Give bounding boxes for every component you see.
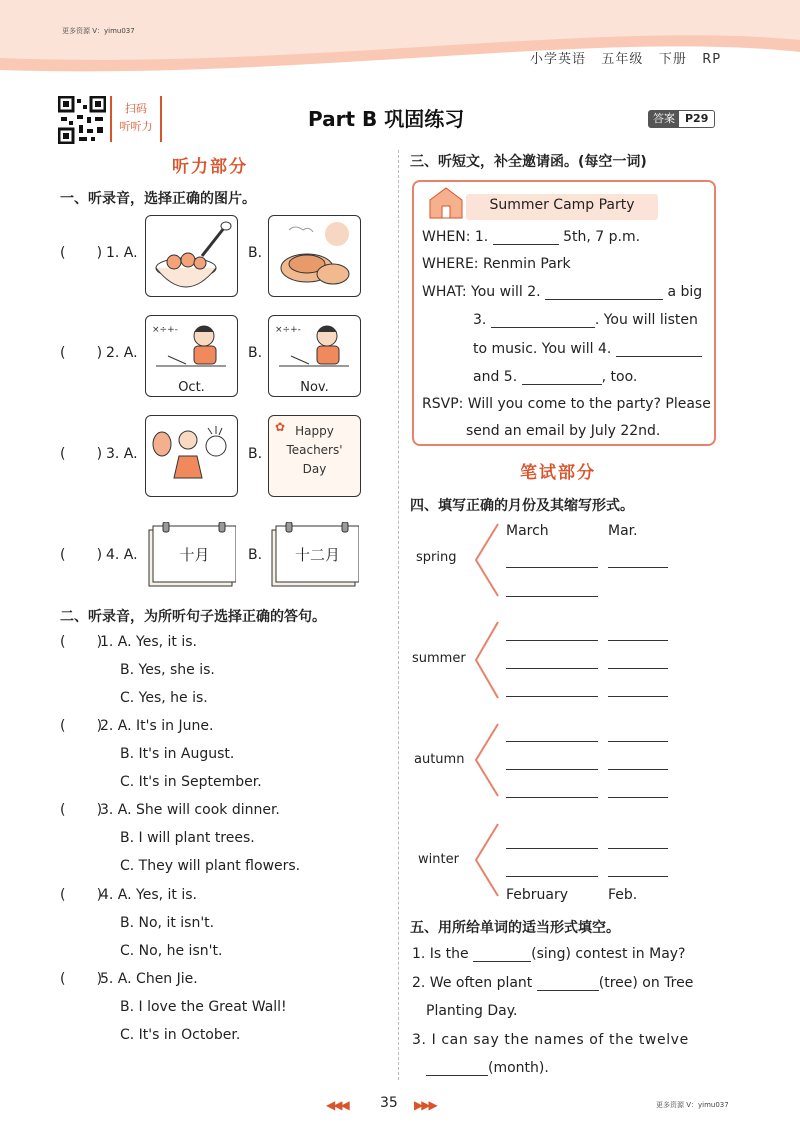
q1-title: 一、听录音，选择正确的图片。 <box>60 191 256 207</box>
q5-line3-cont <box>426 1060 549 1076</box>
card-line5-label: and 5. <box>473 369 518 385</box>
q2-answer-paren-5[interactable]: ( ) <box>60 971 103 987</box>
header-subject <box>530 48 721 67</box>
month-blank[interactable] <box>506 741 598 742</box>
q5-title: 五、用所给单词的适当形式填空。 <box>410 920 620 936</box>
calendar-oct-label: 十月 <box>179 546 210 564</box>
header-subject-text: 小学英语 <box>530 52 587 67</box>
q5-blank-2[interactable] <box>537 976 599 991</box>
column-divider <box>398 150 399 1080</box>
answer-badge-label: 答案 <box>649 111 679 127</box>
month-blank[interactable] <box>506 596 598 597</box>
leaf-icon: ✿ <box>275 420 286 434</box>
q1-item-3-a: 3. A. <box>106 446 138 462</box>
q2-4-option-b: B. No, it isn't. <box>120 915 215 931</box>
q1-2-option-b-caption: Nov. <box>300 380 329 395</box>
example-february: February <box>506 887 569 903</box>
blank-3[interactable] <box>491 313 595 328</box>
q2-3-option-a: 3. A. She will cook dinner. <box>100 802 280 818</box>
blank-5[interactable] <box>522 370 602 385</box>
q2-1-option-b: B. Yes, she is. <box>120 662 215 678</box>
example-mar-abbr: Mar. <box>608 523 638 539</box>
month-blank[interactable] <box>506 567 598 568</box>
q1-item-1-b: B. <box>248 245 263 261</box>
month-blank[interactable] <box>506 769 598 770</box>
card-title: Summer Camp Party <box>489 197 635 213</box>
month-blank[interactable] <box>506 668 598 669</box>
blank-4[interactable] <box>616 342 702 357</box>
next-page-arrows-icon[interactable]: ▶▶▶ <box>414 1098 436 1112</box>
season-brackets <box>468 520 504 900</box>
card-line4-row <box>473 341 702 357</box>
q1-1-option-a[interactable] <box>145 215 238 297</box>
q1-item-4-b: B. <box>248 547 263 563</box>
q3-title: 三、听短文，补全邀请函。(每空一词) <box>410 154 647 170</box>
building-icon <box>426 184 466 220</box>
q5-line3-end: (month). <box>488 1060 549 1076</box>
abbr-blank[interactable] <box>608 876 668 877</box>
month-blank[interactable] <box>506 640 598 641</box>
q2-5-option-c: C. It's in October. <box>120 1027 241 1043</box>
card-line3-label: 3. <box>473 312 487 328</box>
q5-line1 <box>412 946 686 962</box>
q2-3-option-c: C. They will plant flowers. <box>120 858 301 874</box>
qr-label-line2: 听听力 <box>119 120 153 133</box>
card-when-row <box>422 229 640 245</box>
qr-label-line1: 扫码 <box>125 102 147 115</box>
q1-item-1-a: 1. A. <box>106 245 138 261</box>
header-band <box>0 0 800 80</box>
q1-item-2-b: B. <box>248 345 263 361</box>
q2-2-option-c: C. It's in September. <box>120 774 262 790</box>
qr-code-icon[interactable] <box>58 96 106 144</box>
answer-badge-page: P29 <box>685 112 709 125</box>
header-edition: RP <box>702 52 722 67</box>
abbr-blank[interactable] <box>608 696 668 697</box>
card-line3-row <box>473 312 698 328</box>
boy-studying-icon <box>146 316 237 378</box>
q1-item-3-b: B. <box>248 446 263 462</box>
abbr-blank[interactable] <box>608 797 668 798</box>
rice-dumplings-bowl-icon <box>146 216 237 296</box>
header-grade: 五年级 <box>601 52 644 67</box>
q1-3-option-b[interactable] <box>268 415 361 497</box>
month-blank[interactable] <box>506 848 598 849</box>
abbr-blank[interactable] <box>608 741 668 742</box>
q1-3-option-a[interactable] <box>145 415 238 497</box>
page-number: 35 <box>380 1095 398 1111</box>
q5-line2 <box>412 975 693 991</box>
svg-text:×÷+-: ×÷+- <box>152 325 178 335</box>
q5-line2-end: (tree) on Tree <box>598 975 694 991</box>
header-term: 下册 <box>658 52 687 67</box>
abbr-blank[interactable] <box>608 640 668 641</box>
girl-with-pompoms-icon <box>146 416 237 496</box>
card-line4-label: to music. You will 4. <box>473 341 612 357</box>
q1-1-option-b[interactable] <box>268 215 361 297</box>
q1-2-option-a[interactable] <box>145 315 238 397</box>
abbr-blank[interactable] <box>608 567 668 568</box>
calendar-dec-label: 十二月 <box>294 546 340 564</box>
blank-2[interactable] <box>545 285 663 300</box>
footer-resource-note: 更多资源 V：yimu037 <box>656 1101 729 1109</box>
q2-answer-paren-1[interactable]: ( ) <box>60 634 103 650</box>
blank-1[interactable] <box>493 230 559 245</box>
abbr-blank[interactable] <box>608 668 668 669</box>
month-blank[interactable] <box>506 876 598 877</box>
card-rsvp-line1: RSVP: Will you come to the party? Please <box>422 396 711 412</box>
card-what-label: WHAT: You will 2. <box>422 284 541 300</box>
q2-answer-paren-2[interactable]: ( ) <box>60 718 103 734</box>
mooncake-icon <box>269 216 360 296</box>
q1-answer-paren-4[interactable]: ( ) <box>60 547 103 563</box>
boy-studying-icon <box>269 316 360 378</box>
example-feb-abbr: Feb. <box>608 887 638 903</box>
card-line5-row <box>473 369 637 385</box>
q1-2-option-a-caption: Oct. <box>178 380 205 395</box>
q2-answer-paren-3[interactable]: ( ) <box>60 802 103 818</box>
q2-2-option-a: 2. A. It's in June. <box>100 718 214 734</box>
q2-4-option-a: 4. A. Yes, it is. <box>100 887 198 903</box>
q1-2-option-b[interactable] <box>268 315 361 397</box>
q1-4-option-b[interactable] <box>268 522 359 590</box>
card-line5-rest: , too. <box>601 369 638 385</box>
q2-1-option-a: 1. A. Yes, it is. <box>100 634 198 650</box>
card-line3-rest: . You will listen <box>594 312 698 328</box>
q2-4-option-c: C. No, he isn't. <box>120 943 223 959</box>
q5-line1-end: (sing) contest in May? <box>531 946 686 962</box>
q5-line2-start: 2. We often plant <box>412 975 533 991</box>
q2-2-option-b: B. It's in August. <box>120 746 235 762</box>
card-what-rest: a big <box>667 284 703 300</box>
q1-answer-paren-1[interactable]: ( ) <box>60 245 103 261</box>
answer-badge[interactable] <box>648 110 715 128</box>
teachers-day-card-line2: Teachers' <box>286 443 343 457</box>
q2-3-option-b: B. I will plant trees. <box>120 830 255 846</box>
q2-1-option-c: C. Yes, he is. <box>120 690 208 706</box>
q5-line3: 3. I can say the names of the twelve <box>412 1032 689 1048</box>
q1-item-4-a: 4. A. <box>106 547 138 563</box>
q5-blank-1[interactable] <box>473 947 531 962</box>
season-winter: winter <box>418 852 459 867</box>
prev-page-arrows-icon[interactable]: ◀◀◀ <box>326 1098 348 1112</box>
season-autumn: autumn <box>414 752 465 767</box>
q2-title: 二、听录音，为所听句子选择正确的答句。 <box>60 609 326 625</box>
month-blank[interactable] <box>506 696 598 697</box>
q2-5-option-a: 5. A. Chen Jie. <box>100 971 198 987</box>
season-summer: summer <box>412 651 466 666</box>
q5-blank-3[interactable] <box>426 1061 488 1076</box>
q4-title: 四、填写正确的月份及其缩写形式。 <box>410 498 634 514</box>
abbr-blank[interactable] <box>608 769 668 770</box>
q1-answer-paren-2[interactable]: ( ) <box>60 345 103 361</box>
season-spring: spring <box>416 550 457 565</box>
abbr-blank[interactable] <box>608 848 668 849</box>
writing-section-title: 笔试部分 <box>520 463 596 483</box>
example-march: March <box>506 523 549 539</box>
svg-text:×÷+-: ×÷+- <box>275 325 301 335</box>
month-blank[interactable] <box>506 797 598 798</box>
page-title: Part B 巩固练习 <box>308 107 465 131</box>
card-when-rest: 5th, 7 p.m. <box>563 229 641 245</box>
teachers-day-card-line1: Happy <box>295 424 334 438</box>
q1-answer-paren-3[interactable]: ( ) <box>60 446 103 462</box>
card-when-label: WHEN: 1. <box>422 229 489 245</box>
q5-line2-cont: Planting Day. <box>426 1003 518 1019</box>
listening-section-title: 听力部分 <box>172 157 248 177</box>
q1-4-option-a[interactable] <box>145 522 236 590</box>
qr-label-frame <box>110 96 162 142</box>
teachers-day-card-line3: Day <box>302 462 327 476</box>
card-rsvp-line2: send an email by July 22nd. <box>466 423 661 439</box>
q1-item-2-a: 2. A. <box>106 345 138 361</box>
q5-line1-start: 1. Is the <box>412 946 469 962</box>
header-resource-note: 更多资源 V：yimu037 <box>62 27 135 35</box>
card-where: WHERE: Renmin Park <box>422 256 571 272</box>
q2-answer-paren-4[interactable]: ( ) <box>60 887 103 903</box>
card-what-row <box>422 284 702 300</box>
q2-5-option-b: B. I love the Great Wall! <box>120 999 287 1015</box>
